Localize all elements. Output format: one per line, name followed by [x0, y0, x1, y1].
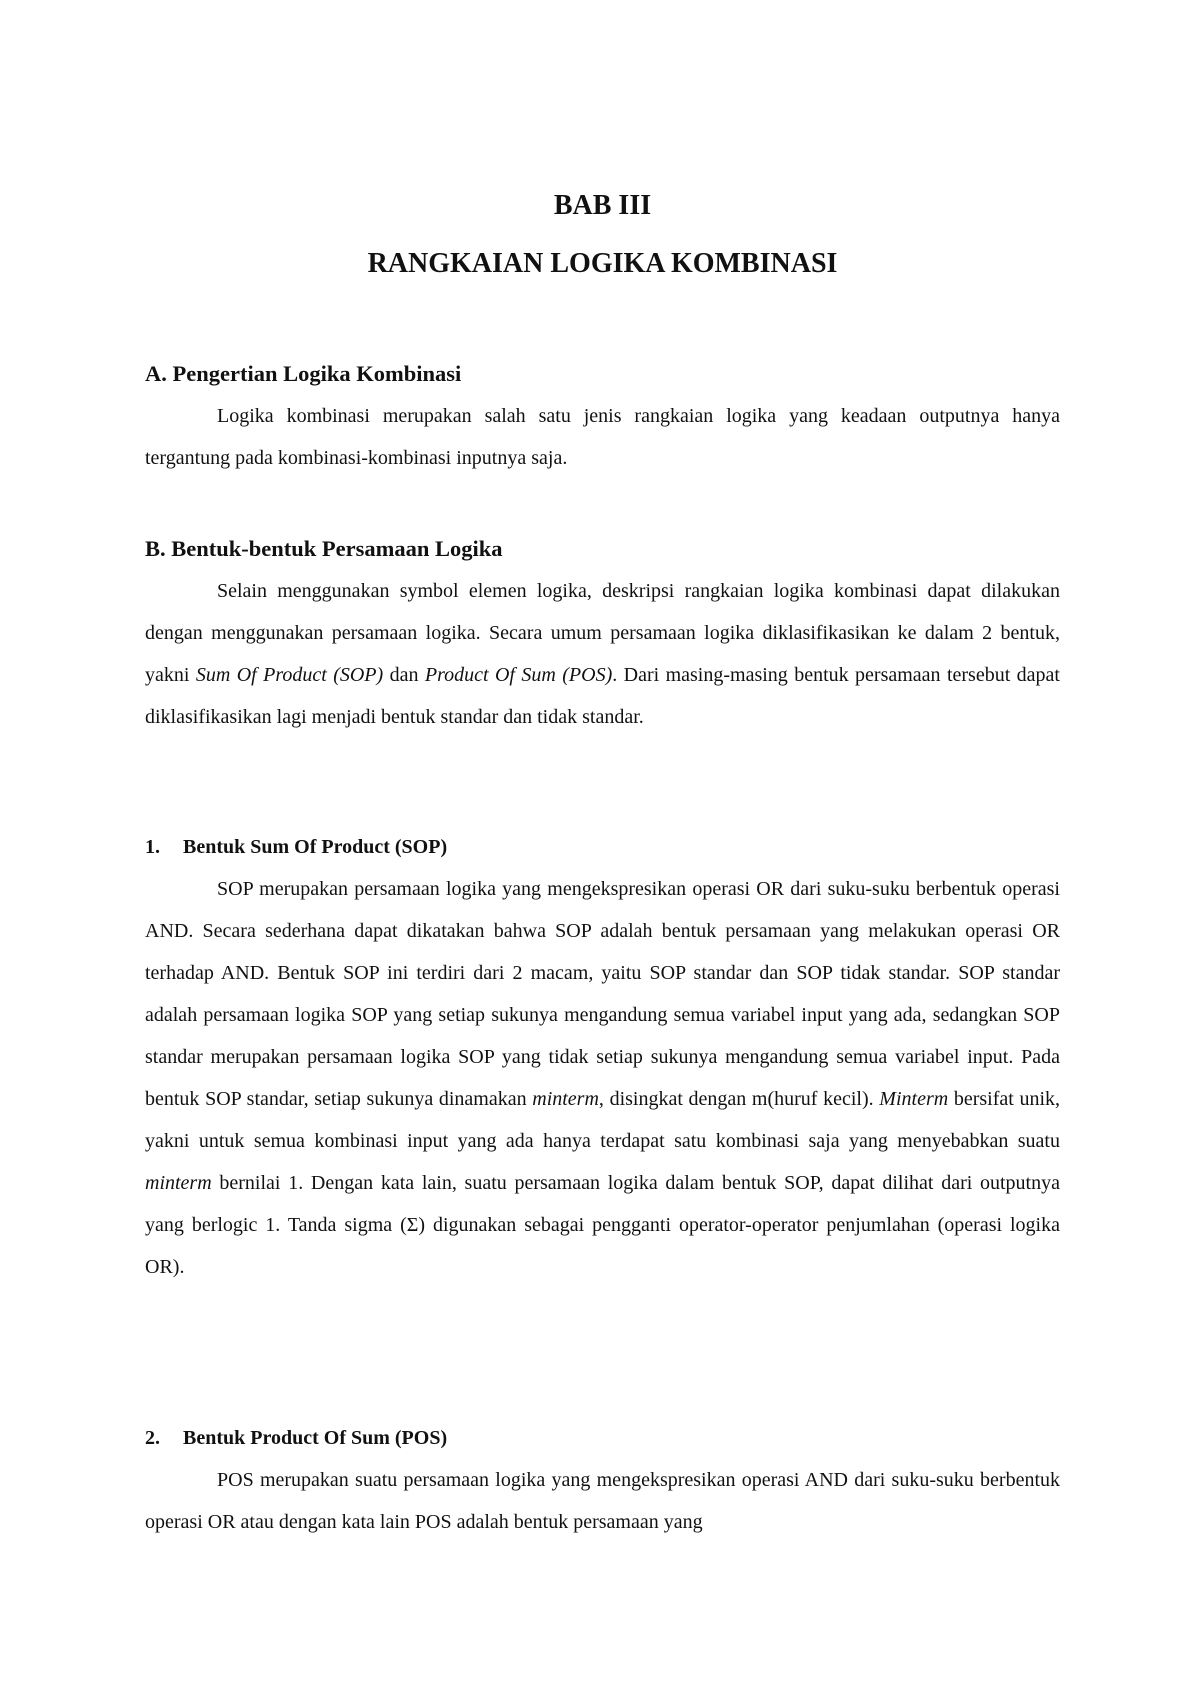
minterm-term: Minterm: [879, 1088, 949, 1110]
section-a-heading: A. Pengertian Logika Kombinasi: [145, 361, 462, 386]
text-run: bernilai 1. Dengan kata lain, suatu persamaan logika dalam bentuk SOP, dapat dilihat dari outputnya yang berlogic 1. Tanda sigma (Σ) digunakan sebagai pengganti operator-operator penjumlahan (operasi logika OR).: [145, 1172, 1060, 1278]
minterm-term: minterm: [145, 1172, 212, 1194]
subsection-title: Bentuk Sum Of Product (SOP): [183, 836, 448, 858]
text-run: , disingkat dengan m(huruf kecil).: [598, 1088, 880, 1110]
subsection-2-heading: [145, 1425, 447, 1451]
chapter-number: BAB III: [553, 190, 652, 221]
text-run: dan: [383, 664, 425, 686]
chapter-title: RANGKAIAN LOGIKA KOMBINASI: [367, 248, 838, 279]
subsection-1-paragraph: [145, 868, 1060, 1288]
text-run: Selain menggunakan symbol elemen logika, deskripsi rangkaian logika kombinasi dapat dilakukan dengan menggunakan persamaan logika. Secara umum persamaan logika diklasifikasikan ke dalam 2 bentuk, yakni: [145, 580, 1060, 686]
sop-term: Sum Of Product (SOP): [195, 664, 384, 686]
pos-term: Product Of Sum (POS): [424, 664, 613, 686]
section-a-paragraph: Logika kombinasi merupakan salah satu jenis rangkaian logika yang keadaan outputnya hanya tergantung pada kombinasi-kombinasi inputnya saja.: [145, 405, 1060, 469]
minterm-term: minterm: [532, 1088, 599, 1110]
subsection-number: 2.: [145, 1427, 160, 1449]
section-b-paragraph: [145, 570, 1060, 738]
subsection-2-paragraph: POS merupakan suatu persamaan logika yang mengekspresikan operasi AND dari suku-suku berbentuk operasi OR atau dengan kata lain POS adalah bentuk persamaan yang: [145, 1469, 1060, 1533]
subsection-1-heading: [145, 834, 447, 860]
subsection-number: 1.: [145, 836, 160, 858]
text-run: . Dari masing-masing bentuk persamaan tersebut dapat diklasifikasikan lagi menjadi bentuk standar dan tidak standar.: [145, 664, 1060, 728]
text-run: bersifat unik, yakni untuk semua kombinasi input yang ada hanya terdapat satu kombinasi saja yang menyebabkan suatu: [145, 1088, 1061, 1152]
text-run: SOP merupakan persamaan logika yang mengekspresikan operasi OR dari suku-suku berbentuk operasi AND. Secara sederhana dapat dikatakan bahwa SOP adalah bentuk persamaan yang melakukan operasi OR terhadap AND. Bentuk SOP ini terdiri dari 2 macam, yaitu SOP standar dan SOP tidak standar. SOP standar adalah persamaan logika SOP yang setiap sukunya mengandung semua variabel input yang ada, sedangkan SOP standar merupakan persamaan logika SOP yang tidak setiap sukunya mengandung semua variabel input. Pada bentuk SOP standar, setiap sukunya dinamakan: [145, 878, 1060, 1110]
subsection-title: Bentuk Product Of Sum (POS): [183, 1427, 448, 1449]
section-b-heading: B. Bentuk-bentuk Persamaan Logika: [145, 536, 503, 561]
